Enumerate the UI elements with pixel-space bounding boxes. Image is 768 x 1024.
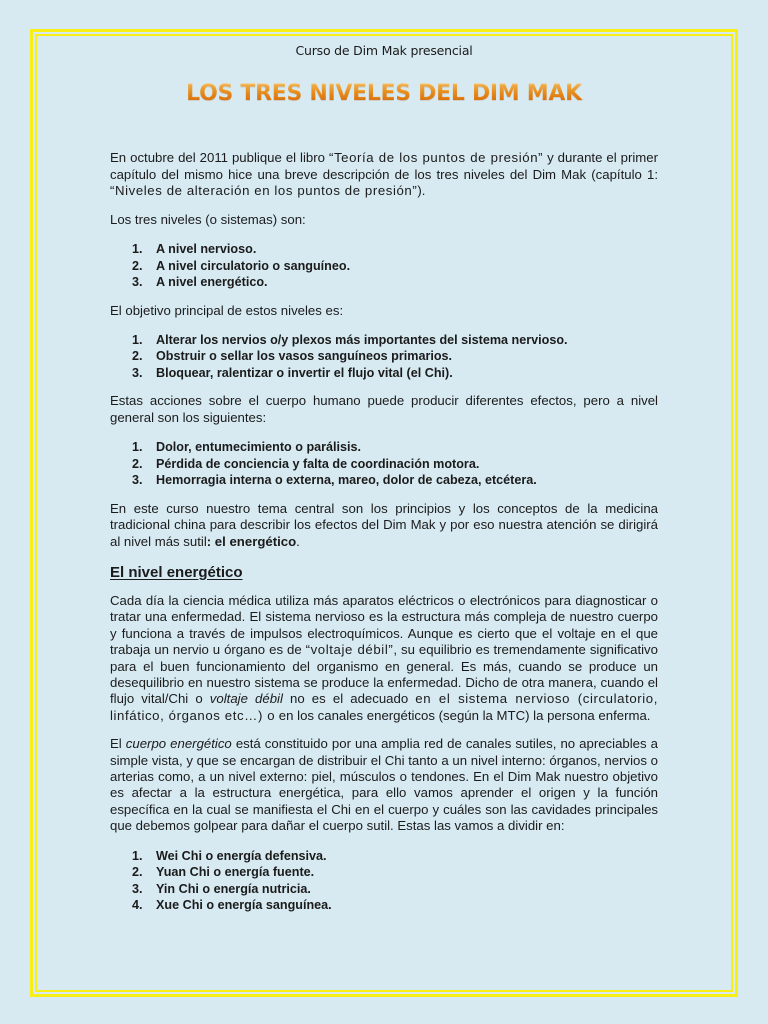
list-item: Dolor, entumecimiento o parálisis. — [156, 440, 362, 455]
course-emphasis: : el energético — [206, 533, 297, 549]
list-item: Yuan Chi o energía fuente. — [156, 865, 315, 880]
document-header: Curso de Dim Mak presencial — [295, 43, 473, 58]
intro-paragraph — [110, 150, 658, 199]
levels-list — [110, 241, 658, 291]
chi-types-list — [110, 848, 658, 914]
list-item: Pérdida de conciencia y falta de coordinación motora. — [156, 456, 480, 471]
list-item: A nivel energético. — [156, 275, 268, 290]
objective-intro: El objetivo principal de estos niveles es: — [110, 302, 344, 318]
list-item: A nivel nervioso. — [156, 242, 257, 257]
list-item: Obstruir o sellar los vasos sanguíneos primarios. — [156, 349, 453, 364]
list-item: Alterar los nervios o/y plexos más importantes del sistema nervioso. — [156, 332, 568, 347]
energy-text-middle: no es el adecuado — [282, 691, 416, 707]
chapter-title: “Niveles de alteración en los puntos de presión” — [110, 183, 418, 199]
energy-paragraph — [110, 593, 658, 724]
page-title: LOS TRES NIVELES DEL DIM MAK — [110, 81, 658, 106]
intro-text: En octubre del 2011 publique el libro — [110, 150, 329, 166]
energy-quote: “voltaje débil” — [305, 642, 394, 658]
effects-intro: Estas acciones sobre el cuerpo humano puede producir diferentes efectos, pero a nivel general son los siguientes: — [110, 393, 658, 425]
list-item: Bloquear, ralentizar o invertir el flujo vital (el Chi). — [156, 365, 453, 380]
list-item: A nivel circulatorio o sanguíneo. — [156, 258, 351, 273]
energy-text: Cada día la ciencia médica utiliza más aparatos eléctricos o electrónicos para diagnosticar o tratar una enfermedad. El sistema nervioso es la estructura más compleja de nuestro cuerpo y funciona a través de impulsos electroquímicos. Aunque es cierto que el voltaje en el que trabaja un nervio u órgano es de — [110, 592, 658, 658]
effects-list — [110, 439, 658, 489]
body-text-start: El — [110, 736, 126, 752]
energy-aside: en el sistema nervioso (circulatorio, linfático, órganos etc…) o — [110, 691, 658, 723]
section-title: El nivel energético — [110, 563, 243, 581]
body-text: está constituido por una amplia red de canales sutiles, no apreciables a simple vista, y que se encargan de distribuir el Chi tanto a un nivel interno: órganos, nervios o arterias como, a un nivel externo: piel, músculos o tendones. En el Dim Mak nuestro objetivo es afectar a la estructura energética, para ello vamos aprender el origen y la función específica en la cual se manifiesta el Chi en el cuerpo y cuáles son las cavidades principales que debemos golpear para dañar el cuerpo sutil. Estas las vamos a dividir en: — [110, 736, 659, 834]
levels-intro: Los tres niveles (o sistemas) son: — [110, 211, 306, 227]
energy-text-continued: , su equilibrio es tremendamente significativo para el buen funcionamiento del organismo en general. Es más, cuando se produce un desequilibrio en nuestro sistema se produce la enfermedad. Dicho de otra manera, cuando el flujo vital/Chi o — [110, 642, 658, 707]
course-text: En este curso nuestro tema central son los principios y los conceptos de la medicina tradicional china para describir los efectos del Dim Mak y por eso nuestra atención se dirigirá al nivel más sutil — [110, 500, 658, 549]
body-paragraph — [110, 736, 658, 834]
body-italic: cuerpo energético — [125, 736, 232, 752]
list-item: Hemorragia interna o externa, mareo, dolor de cabeza, etcétera. — [156, 473, 537, 488]
intro-text-end: ). — [417, 183, 426, 199]
document-body — [110, 43, 658, 914]
list-item: Wei Chi o energía defensiva. — [156, 848, 327, 863]
energy-text-end: en los canales energéticos (según la MTC) la persona enferma. — [275, 707, 651, 723]
intro-text-continued: y durante el primer capítulo del mismo hice una breve descripción de los tres niveles del Dim Mak (capítulo 1: — [110, 150, 658, 182]
objectives-list — [110, 332, 658, 382]
energy-italic: voltaje débil — [209, 691, 283, 707]
course-paragraph — [110, 501, 658, 550]
course-text-end: . — [296, 533, 300, 549]
list-item: Xue Chi o energía sanguínea. — [156, 898, 332, 913]
list-item: Yin Chi o energía nutricia. — [156, 881, 311, 896]
book-title: “Teoría de los puntos de presión” — [328, 150, 544, 166]
